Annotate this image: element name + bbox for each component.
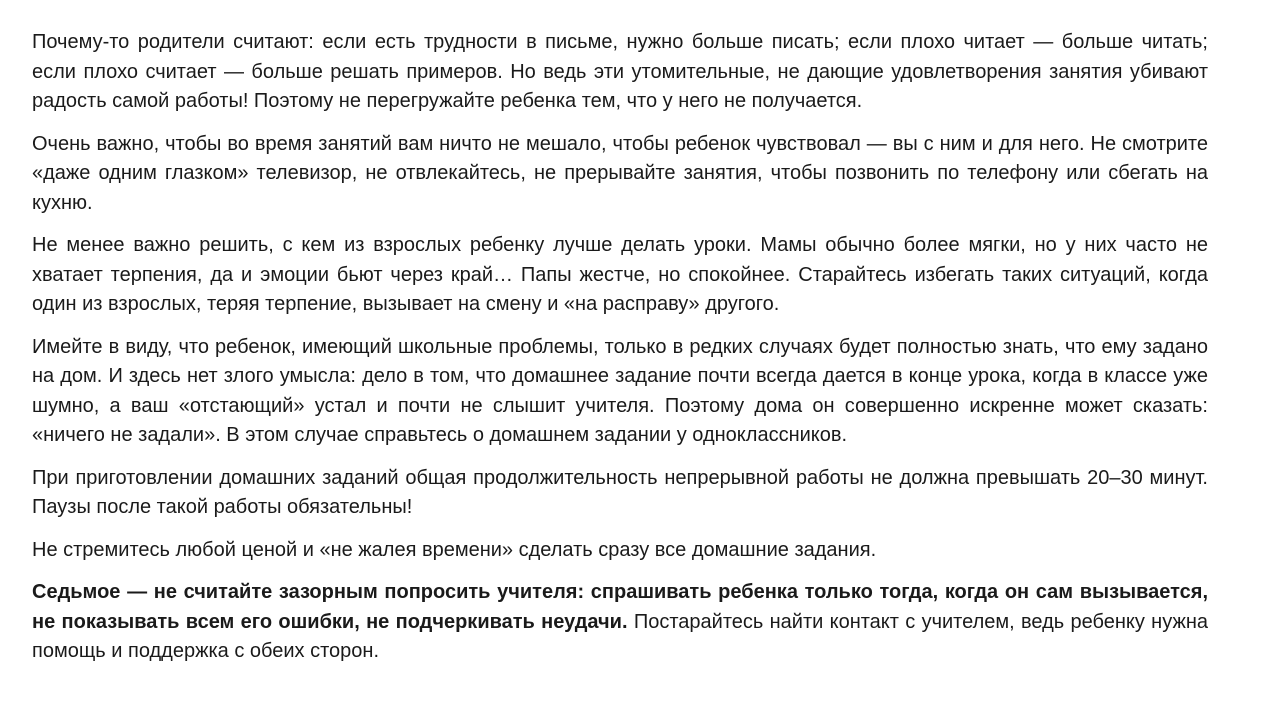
paragraph-4: Имейте в виду, что ребенок, имеющий школьные проблемы, только в редких случаях будет полностью знать, что ему задано на дом. И здесь нет злого умысла: дело в том, что домашнее задание почти всегда дается в конце урока, когда в классе уже шумно, а ваш «отстающий» устал и почти не слышит учителя. Поэтому дома он совершенно искренне может сказать: «ничего не задали». В этом случае справьтесь о домашнем задании у одноклассников. (32, 335, 1208, 446)
paragraph-7 (32, 578, 1208, 667)
paragraph-1: Почему-то родители считают: если есть трудности в письме, нужно больше писать; если плохо читает — больше читать; если плохо считает — больше решать примеров. Но ведь эти утомительные, не дающие удовлетворения занятия убивают радость самой работы! Поэтому не перегружайте ребенка тем, что у него не получается. (32, 31, 1208, 112)
paragraph-3: Не менее важно решить, с кем из взрослых ребенку лучше делать уроки. Мамы обычно более мягки, но у них часто не хватает терпения, да и эмоции бьют через край… Папы жестче, но спокойнее. Старайтесь избегать таких ситуаций, когда один из взрослых, теряя терпение, вызывает на смену и «на расправу» другого. (32, 234, 1208, 315)
paragraph-6: Не стремитесь любой ценой и «не жалея времени» сделать сразу все домашние задания. (32, 538, 877, 561)
article-body (32, 28, 1208, 680)
paragraph-7-bold-lead: Седьмое — не считайте зазорным попросить учителя: спрашивать ребенка только тогда, когда он сам вызывается, не показывать всем его ошибки, не подчеркивать неудачи. (32, 581, 1208, 633)
paragraph-7-text: Постарайтесь найти контакт с учителем, ведь ребенку нужна помощь и поддержка с обеих сторон. (32, 610, 1208, 662)
paragraph-5: При приготовлении домашних заданий общая продолжительность непрерывной работы не должна превышать 20–30 минут. Паузы после такой работы обязательны! (32, 466, 1208, 518)
paragraph-2: Очень важно, чтобы во время занятий вам ничто не мешало, чтобы ребенок чувствовал — вы с ним и для него. Не смотрите «даже одним глазком» телевизор, не отвлекайтесь, не прерывайте занятия, чтобы позвонить по телефону или сбегать на кухню. (32, 132, 1208, 214)
